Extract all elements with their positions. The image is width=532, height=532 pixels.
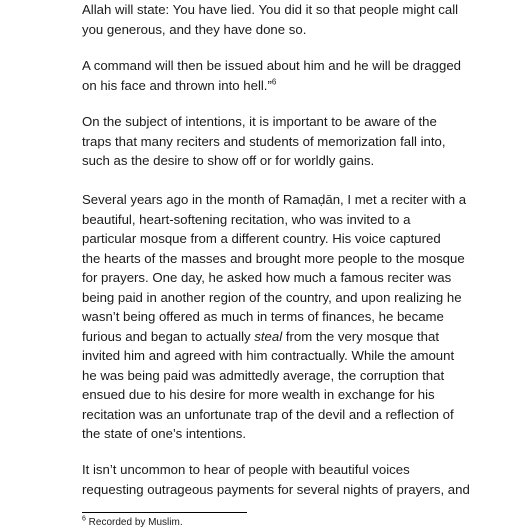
text-line: he was being paid was admittedly average, the corruption that — [82, 367, 445, 383]
footnote-number: 6 — [82, 515, 86, 523]
text-line: requesting outrageous payments for several nights of prayers, and — [82, 481, 470, 497]
text-line: wasn’t being offered as much in terms of finances, he became — [82, 309, 444, 324]
paragraph-payments — [82, 460, 482, 499]
footnote-divider — [82, 512, 247, 513]
text-line — [82, 76, 482, 96]
text-fragment: furious and began to actually — [82, 328, 255, 344]
text-line: invited him and agreed with him contractually. While the amount — [82, 348, 455, 363]
paragraph-intentions — [82, 112, 482, 171]
text-line: the hearts of the masses and brought more people to the mosque — [82, 250, 465, 266]
footnote-text: Recorded by Muslim. — [85, 517, 183, 528]
text-line: beautiful, heart-softening recitation, who was invited to a — [82, 211, 411, 227]
text-line: the state of one’s intentions. — [82, 426, 246, 441]
paragraph-reciter-story — [82, 190, 482, 444]
text-line: Allah will state: You have lied. You did it so that people might call — [82, 2, 459, 17]
text-line: recitation was an unfortunate trap of the devil and a reflection of — [82, 406, 454, 422]
footnote — [82, 516, 183, 530]
text-line: A command will then be issued about him and he will be dragged — [82, 58, 462, 73]
text-line: Several years ago in the month of Ramaḍān, I met a reciter with a — [82, 192, 467, 207]
emphasized-word: steal — [254, 328, 283, 344]
paragraph-command — [82, 56, 482, 95]
text-line: you generous, and they have done so. — [82, 21, 307, 37]
text-line: It isn’t uncommon to hear of people with beautiful voices — [82, 462, 410, 477]
text-fragment: on his face and thrown into hell.” — [82, 77, 272, 93]
text-line: On the subject of intentions, it is important to be aware of the — [82, 114, 437, 129]
text-line: such as the desire to show off or for worldly gains. — [82, 153, 375, 168]
text-line: being paid in another region of the country, and upon realizing he — [82, 289, 462, 305]
text-line: ensued due to his desire for more wealth in exchange for his — [82, 387, 435, 402]
text-line: traps that many reciters and students of memorization fall into, — [82, 133, 446, 149]
text-line: for prayers. One day, he asked how much a famous reciter was — [82, 270, 452, 285]
paragraph-hadith-end — [82, 0, 482, 39]
text-line — [82, 327, 482, 347]
footnote-reference: 6 — [271, 77, 277, 87]
text-fragment: from the very mosque that — [282, 328, 440, 344]
text-line: particular mosque from a different country. His voice captured — [82, 231, 441, 246]
